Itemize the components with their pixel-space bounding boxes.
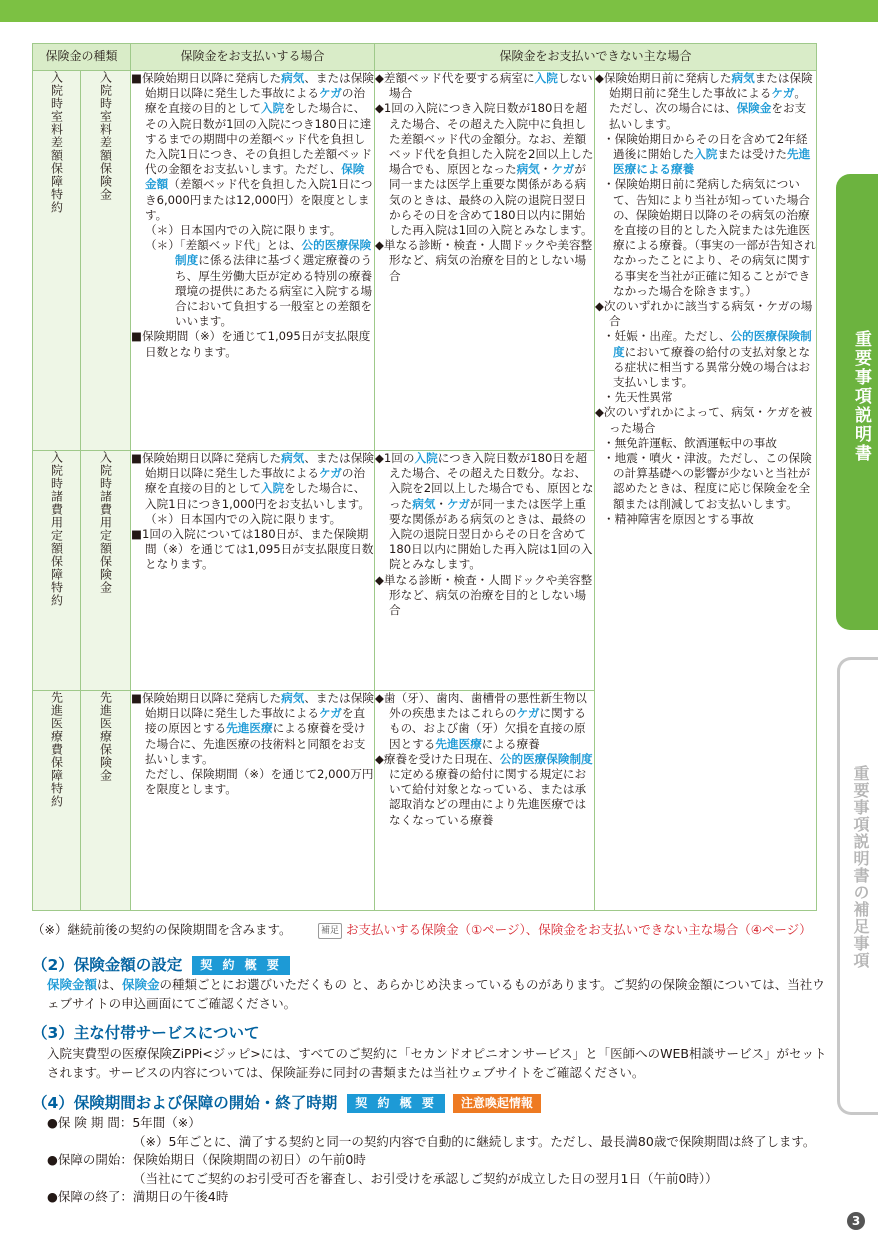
text-run: の治療を直接の目的として xyxy=(145,86,366,116)
list-item xyxy=(375,101,594,238)
glossary-term: 保険金額 xyxy=(47,977,98,992)
text-run: 。ただし、次の場合には、 xyxy=(609,86,806,116)
text-run: ◆単なる診断・検査・人間ドックや美容整形など、病気の治療を目的としない場合 xyxy=(375,238,593,283)
benefit-name: 入院時室料差額保険金 xyxy=(81,71,131,451)
text-run: ・先天性異常 xyxy=(603,390,673,405)
text-run: ■保険始期日以降に発病した xyxy=(131,691,282,705)
list-item xyxy=(375,451,594,573)
glossary-term: 病気 xyxy=(516,162,540,177)
glossary-term: 病気 xyxy=(281,71,305,85)
text-run: 、または保険始期日以降に発生した事故による xyxy=(145,691,374,721)
section-4-list xyxy=(47,1114,815,1207)
glossary-term: 保険金 xyxy=(122,977,160,992)
text-run: ■保険始期日以降に発病した xyxy=(131,71,282,85)
text-run: につき入院日数が180日を超えた場合、その超えた日数分。なお、入院を2回以上した場合でも、原因となった xyxy=(389,451,594,511)
text-run: （＊）日本国内での入院に限ります。 xyxy=(145,511,342,526)
glossary-term: 病気 xyxy=(281,691,305,705)
list-item xyxy=(595,299,816,329)
pay-cell xyxy=(131,691,375,911)
side-tab-supplement-label: 重要事項説明書の補足事項 xyxy=(851,765,870,969)
glossary-term: 保険金 xyxy=(736,101,772,116)
start-line: ●保障の開始：保険始期日（保険期間の初日）の午前0時 xyxy=(47,1152,366,1167)
text-run: ・精神障害を原因とする事故 xyxy=(603,511,754,526)
glossary-term: ケガ xyxy=(318,706,342,721)
text-run: ・地震・噴火・津波。ただし、この保険の計算基礎への影響が少ないと当社が認めたときは、程度に応じ保険金を全額または削減してお支払いします。 xyxy=(603,451,812,511)
list-item xyxy=(131,223,374,238)
text-run: ・保険始期日からその日を含めて2年経過後に開始した xyxy=(603,131,808,162)
side-tab-current-label: 重要事項説明書 xyxy=(851,330,871,463)
text-run: ◆差額ベッド代を要する病室に xyxy=(375,71,535,85)
glossary-term: 入院 xyxy=(260,101,285,116)
glossary-term: ケガ xyxy=(318,466,342,481)
header-nopay: 保険金をお支払いできない主な場合 xyxy=(375,44,817,71)
list-item xyxy=(131,527,374,573)
glossary-term: ケガ xyxy=(516,706,540,721)
reference-link[interactable] xyxy=(318,920,812,939)
section-4-heading xyxy=(32,1091,541,1113)
glossary-term: 病気 xyxy=(731,71,755,85)
text-run: しない場合 xyxy=(389,71,593,101)
list-item xyxy=(595,329,816,390)
text-run: ■1回の入院については180日が、また保険期間（※）を通じては1,095日が支払限度日数となります。 xyxy=(131,527,374,572)
glossary-term: ケガ xyxy=(771,86,795,101)
glossary-term: 入院 xyxy=(534,71,558,85)
list-item xyxy=(595,132,816,178)
contract-summary-badge: 契 約 概 要 xyxy=(192,956,290,975)
text-run: に関するもの、および歯（牙）欠損を直接の原因とする xyxy=(389,706,586,751)
glossary-term: 公的医療保険制度 xyxy=(175,238,372,268)
text-run: ◆単なる診断・検査・人間ドックや美容整形など、病気の治療を目的としない場合 xyxy=(375,572,593,618)
contract-summary-badge: 契 約 概 要 xyxy=(347,1094,445,1113)
glossary-term: 入院 xyxy=(260,481,285,496)
text-run: ◆1回の入院につき入院日数が180日を超えた場合、その超えた入院中に負担した差額ベッド代の金額分。なお、差額ベッド代を負担した入院を2回以上した場合でも、原因となった xyxy=(375,101,594,177)
text-run: ■保険始期日以降に発病した xyxy=(131,451,282,465)
text-run: または受けた xyxy=(717,147,787,162)
benefit-name: 先進医療保険金 xyxy=(81,691,131,911)
text-run: ◆療養を受けた日現在、 xyxy=(375,751,500,766)
glossary-term: 公的医療保険制度 xyxy=(499,751,593,766)
end-line: ●保障の終了：満期日の午後4時 xyxy=(47,1189,229,1204)
list-item xyxy=(375,238,594,284)
benefit-name: 入院時諸費用定額保険金 xyxy=(81,451,131,691)
section-3-heading: （3）主な付帯サービスについて xyxy=(32,1024,260,1042)
text-run: 、または保険始期日以降に発生した事故による xyxy=(145,451,374,481)
list-item xyxy=(595,390,816,405)
text-run: が同一または医学上重要な関係がある病気のときは、最終の入院の退院日翌日からその日を含めて180日以内に開始した再入院は1回の入院とみなします。 xyxy=(389,496,593,572)
period-note: （※）5年ごとに、満了する契約と同一の契約内容で自動的に継続します。ただし、最長満80歳で保険期間は終了します。 xyxy=(133,1133,816,1149)
header-pay: 保険金をお支払いする場合 xyxy=(131,44,375,71)
section-3-body: 入院実費型の医療保険ZiPPi<ジッピ>には、すべてのご契約に「セカンドオピニオンサービス」と「医師へのWEB相談サービス」がセットされます。サービスの内容については、保険証券に同封の書類または当社ウェブサイトをご確認ください。 xyxy=(47,1046,827,1080)
glossary-term: ケガ xyxy=(551,162,575,177)
glossary-term: 入院 xyxy=(414,451,438,465)
glossary-term: 入院 xyxy=(694,147,718,162)
glossary-term: 先進医療 xyxy=(226,721,273,736)
list-item xyxy=(375,691,594,752)
text-run: ・保険始期日前に発病した病気について、告知により当社が知っていた場合の、保険始期日以降のその病気の治療を直接の目的とした入院または先進医療による療養。（事実の一部が告知されなかったことにより、その病気に関する事実を当社が正確に知ることができなかった場合を除きます。） xyxy=(603,177,816,298)
list-item xyxy=(131,691,374,767)
list-item xyxy=(595,512,816,527)
list-item xyxy=(131,71,374,223)
text-run: ・妊娠・出産。ただし、 xyxy=(603,329,731,344)
list-item xyxy=(595,436,816,451)
section-2-title: （2）保険金額の設定 xyxy=(32,956,183,974)
text-run: による療養を受けた場合に、先進医療の技術料と同額をお支払いします。 xyxy=(145,721,366,766)
text-run: ・ xyxy=(539,162,552,177)
text-run: ◆次のいずれかに該当する病気・ケガの場合 xyxy=(595,299,813,329)
text-run: 、または保険始期日以降に発生した事故による xyxy=(145,71,374,101)
header-kind: 保険金の種類 xyxy=(33,44,131,71)
list-item xyxy=(595,71,816,132)
list-item xyxy=(131,451,374,512)
list-item xyxy=(131,329,374,359)
rider-name: 入院時室料差額保障特約 xyxy=(33,71,81,451)
glossary-term: ケガ xyxy=(447,496,470,511)
text-run: または保険始期日前に発生した事故による xyxy=(609,71,813,101)
list-item xyxy=(595,405,816,435)
text-run: ◆1回の xyxy=(375,451,415,465)
nopay-cell xyxy=(375,691,595,911)
glossary-term: 保険金額 xyxy=(145,162,365,192)
pay-cell xyxy=(131,71,375,451)
coverage-table xyxy=(32,43,817,911)
nopay-cell xyxy=(375,451,595,691)
list-item xyxy=(131,767,374,797)
top-green-bar xyxy=(0,0,878,22)
text-run: に係る法律に基づく選定療養のうち、厚生労働大臣が定める特別の療養環境の提供にあたる病室に入院する場合において負担する一般室との差額をいいます。 xyxy=(175,253,373,329)
list-item xyxy=(375,752,594,828)
glossary-term: 先進医療 xyxy=(435,736,482,751)
text-run: を直接の原因とする xyxy=(145,706,366,736)
rider-name: 先進医療費保障特約 xyxy=(33,691,81,911)
section-2-heading xyxy=(32,953,290,975)
text-run: をした場合に、その入院日数が1回の入院につき180日に達するまでの期間中の差額ベッド代を負担した入院1日につき、その負担した差額ベッド代の金額をお支払いします。ただし、 xyxy=(145,101,372,177)
text-run: が同一または医学上重要な関係がある病気のときは、最終の入院の退院日翌日からその日を含めて180日以内に開始した再入院は1回の入院とみなします。 xyxy=(389,162,593,238)
text-run: に定める療養の給付に関する規定において給付対象となっている、または承認取消などの理由により先進医療ではなくなっている療養 xyxy=(389,767,587,827)
supplement-icon: 補足 xyxy=(318,923,342,939)
common-nopay-cell xyxy=(595,71,817,911)
glossary-term: ケガ xyxy=(318,86,342,101)
period-line: ●保 険 期 間：5年間（※） xyxy=(47,1115,201,1130)
glossary-term: 公的医療保険制度 xyxy=(613,329,812,359)
list-item xyxy=(375,71,594,101)
text-run: の種類ごとにお選びいただくもの と、あらかじめ決まっているものがあります。ご契約の保険金額については、当社ウェブサイトの申込画面にてご確認ください。 xyxy=(47,977,825,1011)
glossary-term: 病気 xyxy=(412,496,436,511)
list-item xyxy=(375,573,594,619)
text-run: ただし、保険期間（※）を通じて2,000万円を限度とします。 xyxy=(145,767,374,797)
text-run: ・無免許運転、飲酒運転中の事故 xyxy=(603,435,777,450)
text-run: ■保険期間（※）を通じて1,095日が支払限度日数となります。 xyxy=(131,329,371,359)
section-2-body xyxy=(47,975,827,1013)
text-run: （＊）日本国内での入院に限ります。 xyxy=(145,223,342,238)
text-run: による療養 xyxy=(481,736,540,751)
text-run: ・ xyxy=(435,496,448,511)
text-run: において療養の給付の支払対象となる症状に相当する異常分娩の場合はお支払いします。 xyxy=(613,344,811,390)
section-4-title: （4）保険期間および保障の開始・終了時期 xyxy=(32,1094,338,1112)
text-run: の治療を直接の目的として xyxy=(145,466,366,496)
text-run: （＊）「差額ベッド代」とは、 xyxy=(145,238,302,253)
reference-text: お支払いする保険金（①ページ）、保険金をお支払いできない主な場合（④ページ） xyxy=(346,922,812,937)
text-run: は、 xyxy=(97,977,123,992)
glossary-term: 病気 xyxy=(281,451,305,465)
text-run: をした場合に、入院1日につき1,000円をお支払いします。 xyxy=(145,481,370,511)
pay-cell xyxy=(131,451,375,691)
caution-badge: 注意喚起情報 xyxy=(453,1094,541,1113)
text-run: ◆保険始期日前に発病した xyxy=(595,71,732,85)
list-item xyxy=(595,451,816,512)
footnote: （※）継続前後の契約の保険期間を含みます。 xyxy=(32,922,292,937)
glossary-term: 先進医療による療養 xyxy=(613,147,811,177)
start-note: （当社にてご契約のお引受可否を審査し、お引受けを承認しご契約が成立した日の翌月1日（午前0時）） xyxy=(133,1170,718,1186)
text-run: （差額ベッド代を負担した入院1日につき6,000円または12,000円）を限度とします。 xyxy=(145,177,373,222)
text-run: ◆次のいずれかによって、病気・ケガを被った場合 xyxy=(595,405,813,435)
list-item xyxy=(131,512,374,527)
text-run: をお支払いします。 xyxy=(609,101,807,131)
list-item xyxy=(595,177,816,299)
page-number: 3 xyxy=(847,1212,865,1230)
list-item xyxy=(131,238,374,329)
nopay-cell xyxy=(375,71,595,451)
rider-name: 入院時諸費用定額保障特約 xyxy=(33,451,81,691)
text-run: ◆歯（牙）、歯肉、歯槽骨の悪性新生物以外の疾患またはこれらの xyxy=(375,691,587,721)
